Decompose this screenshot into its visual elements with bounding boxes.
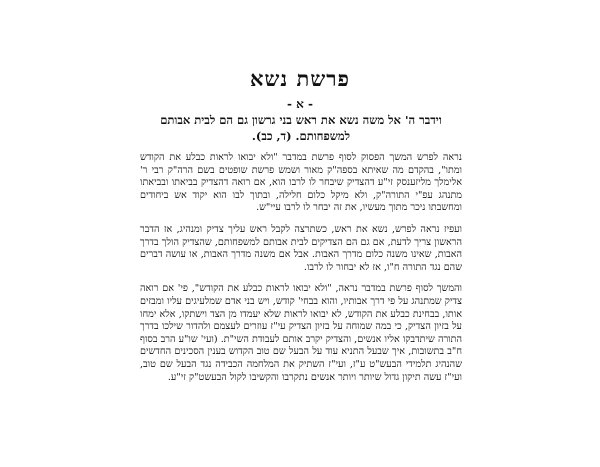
section-number: - א - [286, 97, 314, 111]
paragraph: נראה לפרש המשך הפסוק לסוף פרשת במדבר "ולא יבואו לראות כבלע את הקודש ומתו", בהקדם מה שאיתא בספה"ק מאור ושמש פרשת שופטים בשם הרה"ק רבי ר' אלימלך מליזענסק זי"ע דהצדיק שיבחר לו לרבו הוא, אם רואה דהצדיק בביאתו ובביאתו מתנהג עפ"י התורה"ק, ולא מיקל כלום חלילה, ובתוך לבו הוא יקוד אש ביחודים ומחשבתו ניכר מתוך מעשיו, את זה יבחר לו לרבו עיי"ש. [140, 152, 462, 214]
paragraph: והמשך לסוף פרשת במדבר נראה, "ולא יבואו לראות כבלע את הקודש", פי' אם רואה צדיק שמתנהג על פי דרך אבותיו, והוא בבחי' קודש, ויש בני אדם שמלעיגים עליו ומבזים אותו, בבחינת כבלע את הקודש, לא יבואו לראות שלא יעמדו מן הצד וישתקו, אלא ימחו על בזיון הצדיק, כי במה שמוחה על בזיון הצדיק עי"ז עוזרים לעצמם ולהדור שילכו בדרך התורה שיתדבקו אליו אנשים, והצדיק יקרב אותם לעבודת השי"ת. (ועי' שו"ע הרב בסוף ח"ב בתשובות, איך שבעל התניא עוד על הבעל שם טוב הקדוש בענין הסכינים החדשים שהנהיג תלמידי הבעש"ט ע"ז, ועי"ז השתיק את המלחמה הכבידה נגד הבעל שם טוב, ועי"ז עשה תיקון גדול שיותר ויותר אנשים נתקרבו והקשיבו לקול הבעשט"ק זי"ע. [140, 283, 462, 383]
page-title: פרשת נשא [250, 66, 350, 91]
commentary-body [140, 152, 462, 384]
paragraph: ועפיז נראה לפרש, נשא את ראש, כשתרצה לקבל ראש עליך צדיק ומנהיג, אז הדבר הראשון צריך לדעת, אם גם הם הצדיקים לבית אבותם למשפחותם, שהצדיק הולך בדרך האבות, שאינו משנה כלום מדרך האבות. אבל אם משנה מדרך האבות, או עושה דברים שהם נגד התורה ח"ו, אז לא יבחור לו לרבו. [140, 223, 462, 273]
verse-quote: וידבר ה' אל משה נשא את ראש בני גרשון גם הם לבית אבותם למשפחותם. (ד, כב). [160, 113, 442, 143]
